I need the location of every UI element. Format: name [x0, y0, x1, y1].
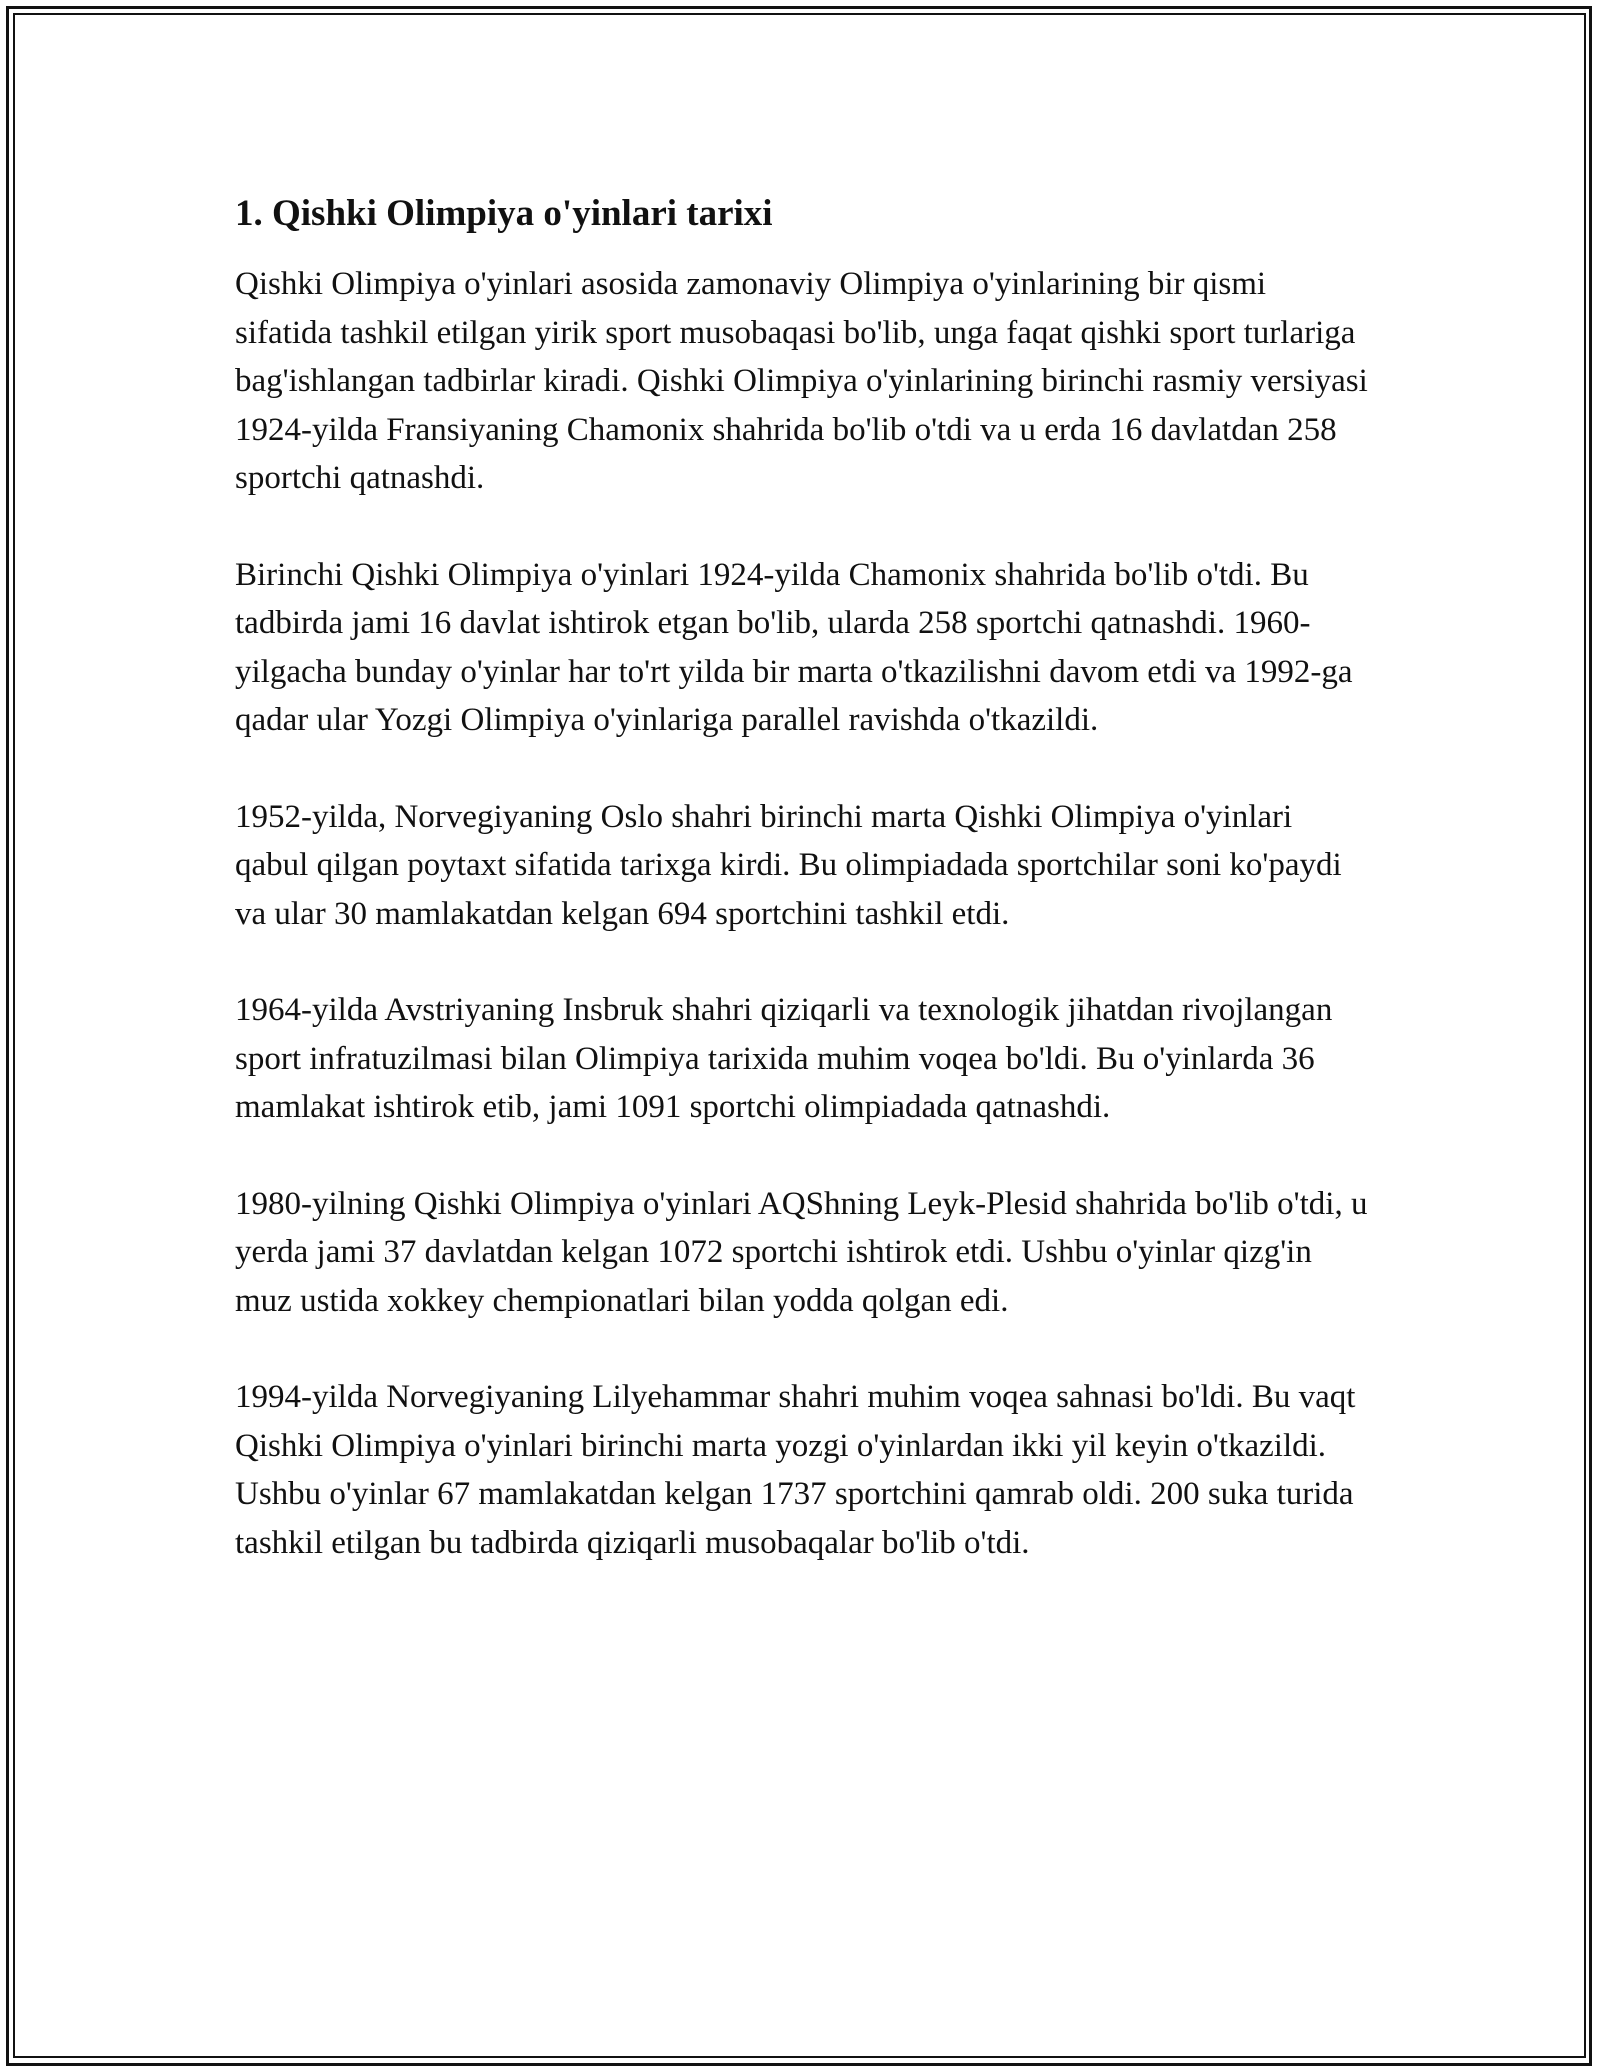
paragraph-first-games: Birinchi Qishki Olimpiya o'yinlari 1924-yilda Chamonix shahrida bo'lib o'tdi. Bu tadbirda jami 16 davlat ishtirok etgan bo'lib, ularda 258 sportchi qatnashdi. 1960-yilgacha bunday o'yinlar har to'rt yilda bir marta o'tkazilishni davom etdi va 1992-ga qadar ular Yozgi Olimpiya o'yinlariga parallel ravishda o'tkazildi. — [235, 556, 1353, 738]
paragraph-intro: Qishki Olimpiya o'yinlari asosida zamonaviy Olimpiya o'yinlarining bir qismi sifatida tashkil etilgan yirik sport musobaqasi bo'lib, unga faqat qishki sport turlariga bag'ishlangan tadbirlar kiradi. Qishki Olimpiya o'yinlarining birinchi rasmiy versiyasi 1924-yilda Fransiyaning Chamonix shahrida bo'lib o'tdi va u erda 16 davlatdan 258 sportchi qatnashdi. — [235, 266, 1368, 496]
paragraph-lillehammer-1994: 1994-yilda Norvegiyaning Lilyehammar shahri muhim voqea sahnasi bo'ldi. Bu vaqt Qishki Olimpiya o'yinlari birinchi marta yozgi o'yinlardan ikki yil keyin o'tkazildi. Ushbu o'yinlar 67 mamlakatdan kelgan 1737 sportchini qamrab oldi. 200 suka turida tashkil etilgan bu tadbirda qiziqarli musobaqalar bo'lib o'tdi. — [235, 1379, 1356, 1561]
paragraph-innsbruck-1964: 1964-yilda Avstriyaning Insbruk shahri qiziqarli va texnologik jihatdan rivojlangan sport infratuzilmasi bilan Olimpiya tarixida muhim voqea bo'ldi. Bu o'yinlarda 36 mamlakat ishtirok etib, jami 1091 sportchi olimpiadada qatnashdi. — [235, 992, 1333, 1125]
section-heading: 1. Qishki Olimpiya o'yinlari tarixi — [235, 193, 773, 234]
paragraph-oslo-1952: 1952-yilda, Norvegiyaning Oslo shahri birinchi marta Qishki Olimpiya o'yinlari qabul qilgan poytaxt sifatida tarixga kirdi. Bu olimpiadada sportchilar soni ko'paydi va ular 30 mamlakatdan kelgan 694 sportchini tashkil etdi. — [235, 798, 1342, 932]
document-body — [235, 188, 1370, 1615]
paragraph-lake-placid-1980: 1980-yilning Qishki Olimpiya o'yinlari AQShning Leyk-Plesid shahrida bo'lib o'tdi, u yerda jami 37 davlatdan kelgan 1072 sportchi ishtirok etdi. Ushbu o'yinlar qizg'in muz ustida xokkey chempionatlari bilan yodda qolgan edi. — [235, 1185, 1368, 1319]
